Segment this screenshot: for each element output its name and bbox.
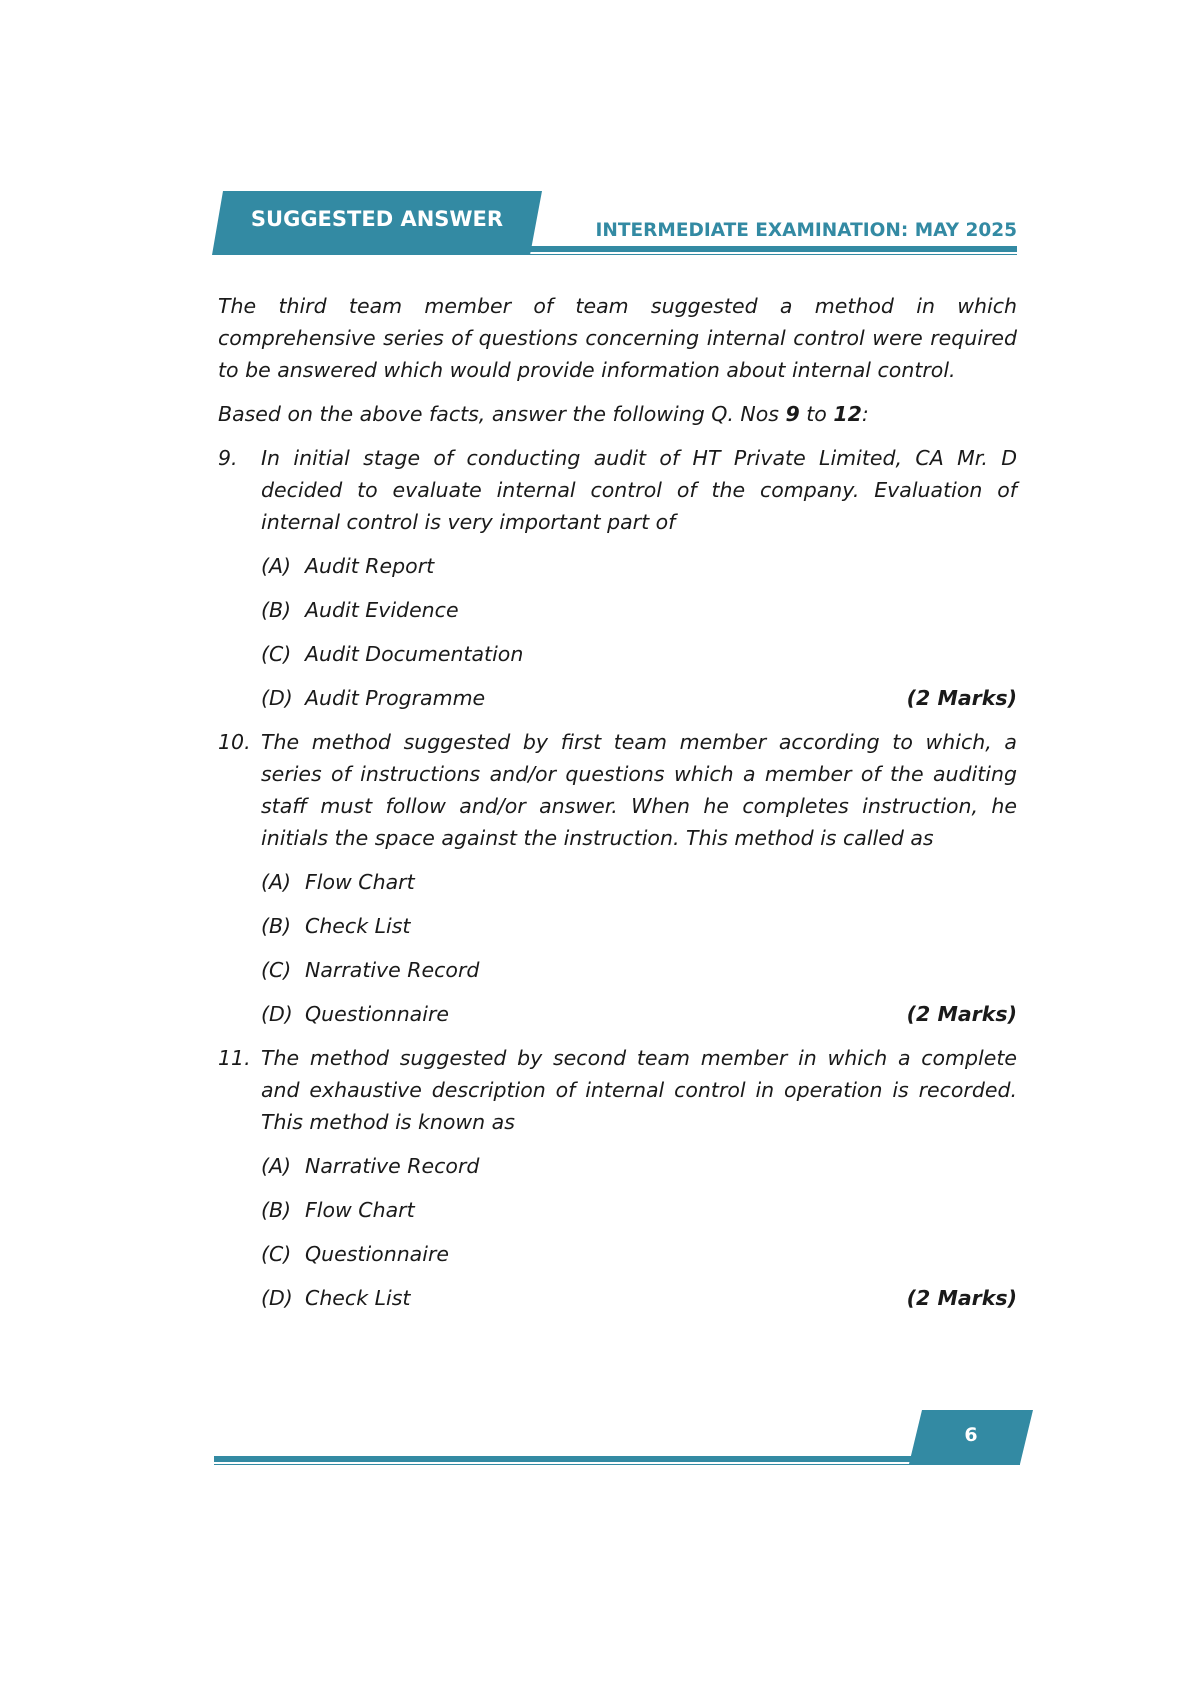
document-body [218,290,1017,1326]
question-text: The method suggested by first team member according to which, a series of instructions and/or questions which a member of the auditing staff must follow and/or answer. When he completes instruction, he initials the space against the instruction. This method is called as [261,730,1017,850]
option-label: (D) [261,686,293,710]
option-label: (B) [261,914,292,938]
option-label: (C) [261,1242,292,1266]
question-10 [218,726,1017,854]
option-text: Narrative Record [305,958,480,982]
instruction-suffix: : [861,402,869,426]
option-a [261,1150,1017,1182]
question-text: In initial stage of conducting audit of HT Private Limited, CA Mr. D decided to evaluate internal control of the company. Evaluation of internal control is very important part of [261,446,1017,534]
option-label: (C) [261,958,292,982]
question-number: 11. [218,1046,251,1070]
option-text: Audit Documentation [305,642,524,666]
instruction-mid: to [799,402,834,426]
option-text: Check List [305,914,411,938]
footer-divider-thin [214,1464,1020,1465]
option-c [261,954,1017,986]
option-text: Flow Chart [305,870,415,894]
question-9-options [261,550,1017,714]
question-11-options [261,1150,1017,1314]
option-c [261,638,1017,670]
option-label: (D) [261,1002,293,1026]
question-10-options [261,866,1017,1030]
option-text: Questionnaire [305,1002,449,1026]
option-text: Narrative Record [305,1154,480,1178]
question-text: The method suggested by second team member in which a complete and exhaustive description of internal control in operation is recorded. This method is known as [261,1046,1017,1134]
option-text: Questionnaire [305,1242,449,1266]
option-b [261,1194,1017,1226]
option-text: Audit Report [305,554,435,578]
question-number: 9. [218,446,238,470]
option-d [261,1282,1017,1314]
option-text: Check List [305,1286,411,1310]
header-divider [528,246,1017,252]
option-text: Flow Chart [305,1198,415,1222]
marks-label: (2 Marks) [906,1002,1017,1026]
instruction-prefix: Based on the above facts, answer the following Q. Nos [218,402,786,426]
option-label: (A) [261,554,292,578]
question-9 [218,442,1017,538]
question-11 [218,1042,1017,1138]
instruction-line [218,398,1017,430]
option-a [261,866,1017,898]
option-b [261,594,1017,626]
option-d [261,682,1017,714]
option-c [261,1238,1017,1270]
option-d [261,998,1017,1030]
question-number: 10. [218,730,251,754]
option-text: Audit Evidence [305,598,459,622]
option-label: (C) [261,642,292,666]
marks-label: (2 Marks) [906,686,1017,710]
option-label: (B) [261,598,292,622]
exam-title: INTERMEDIATE EXAMINATION: MAY 2025 [595,220,1017,241]
suggested-answer-label: SUGGESTED ANSWER [250,207,504,231]
instruction-from: 9 [785,402,800,426]
footer-divider [214,1456,1020,1462]
option-a [261,550,1017,582]
option-label: (A) [261,870,292,894]
option-label: (D) [261,1286,293,1310]
intro-paragraph: The third team member of team suggested a method in which comprehensive series of questions concerning internal control were required to be answered which would provide information about internal control. [218,294,1017,382]
marks-label: (2 Marks) [906,1286,1017,1310]
page-number: 6 [964,1424,978,1446]
header-divider-thin [528,254,1017,255]
option-text: Audit Programme [305,686,486,710]
option-label: (B) [261,1198,292,1222]
option-label: (A) [261,1154,292,1178]
option-b [261,910,1017,942]
instruction-to: 12 [833,402,862,426]
